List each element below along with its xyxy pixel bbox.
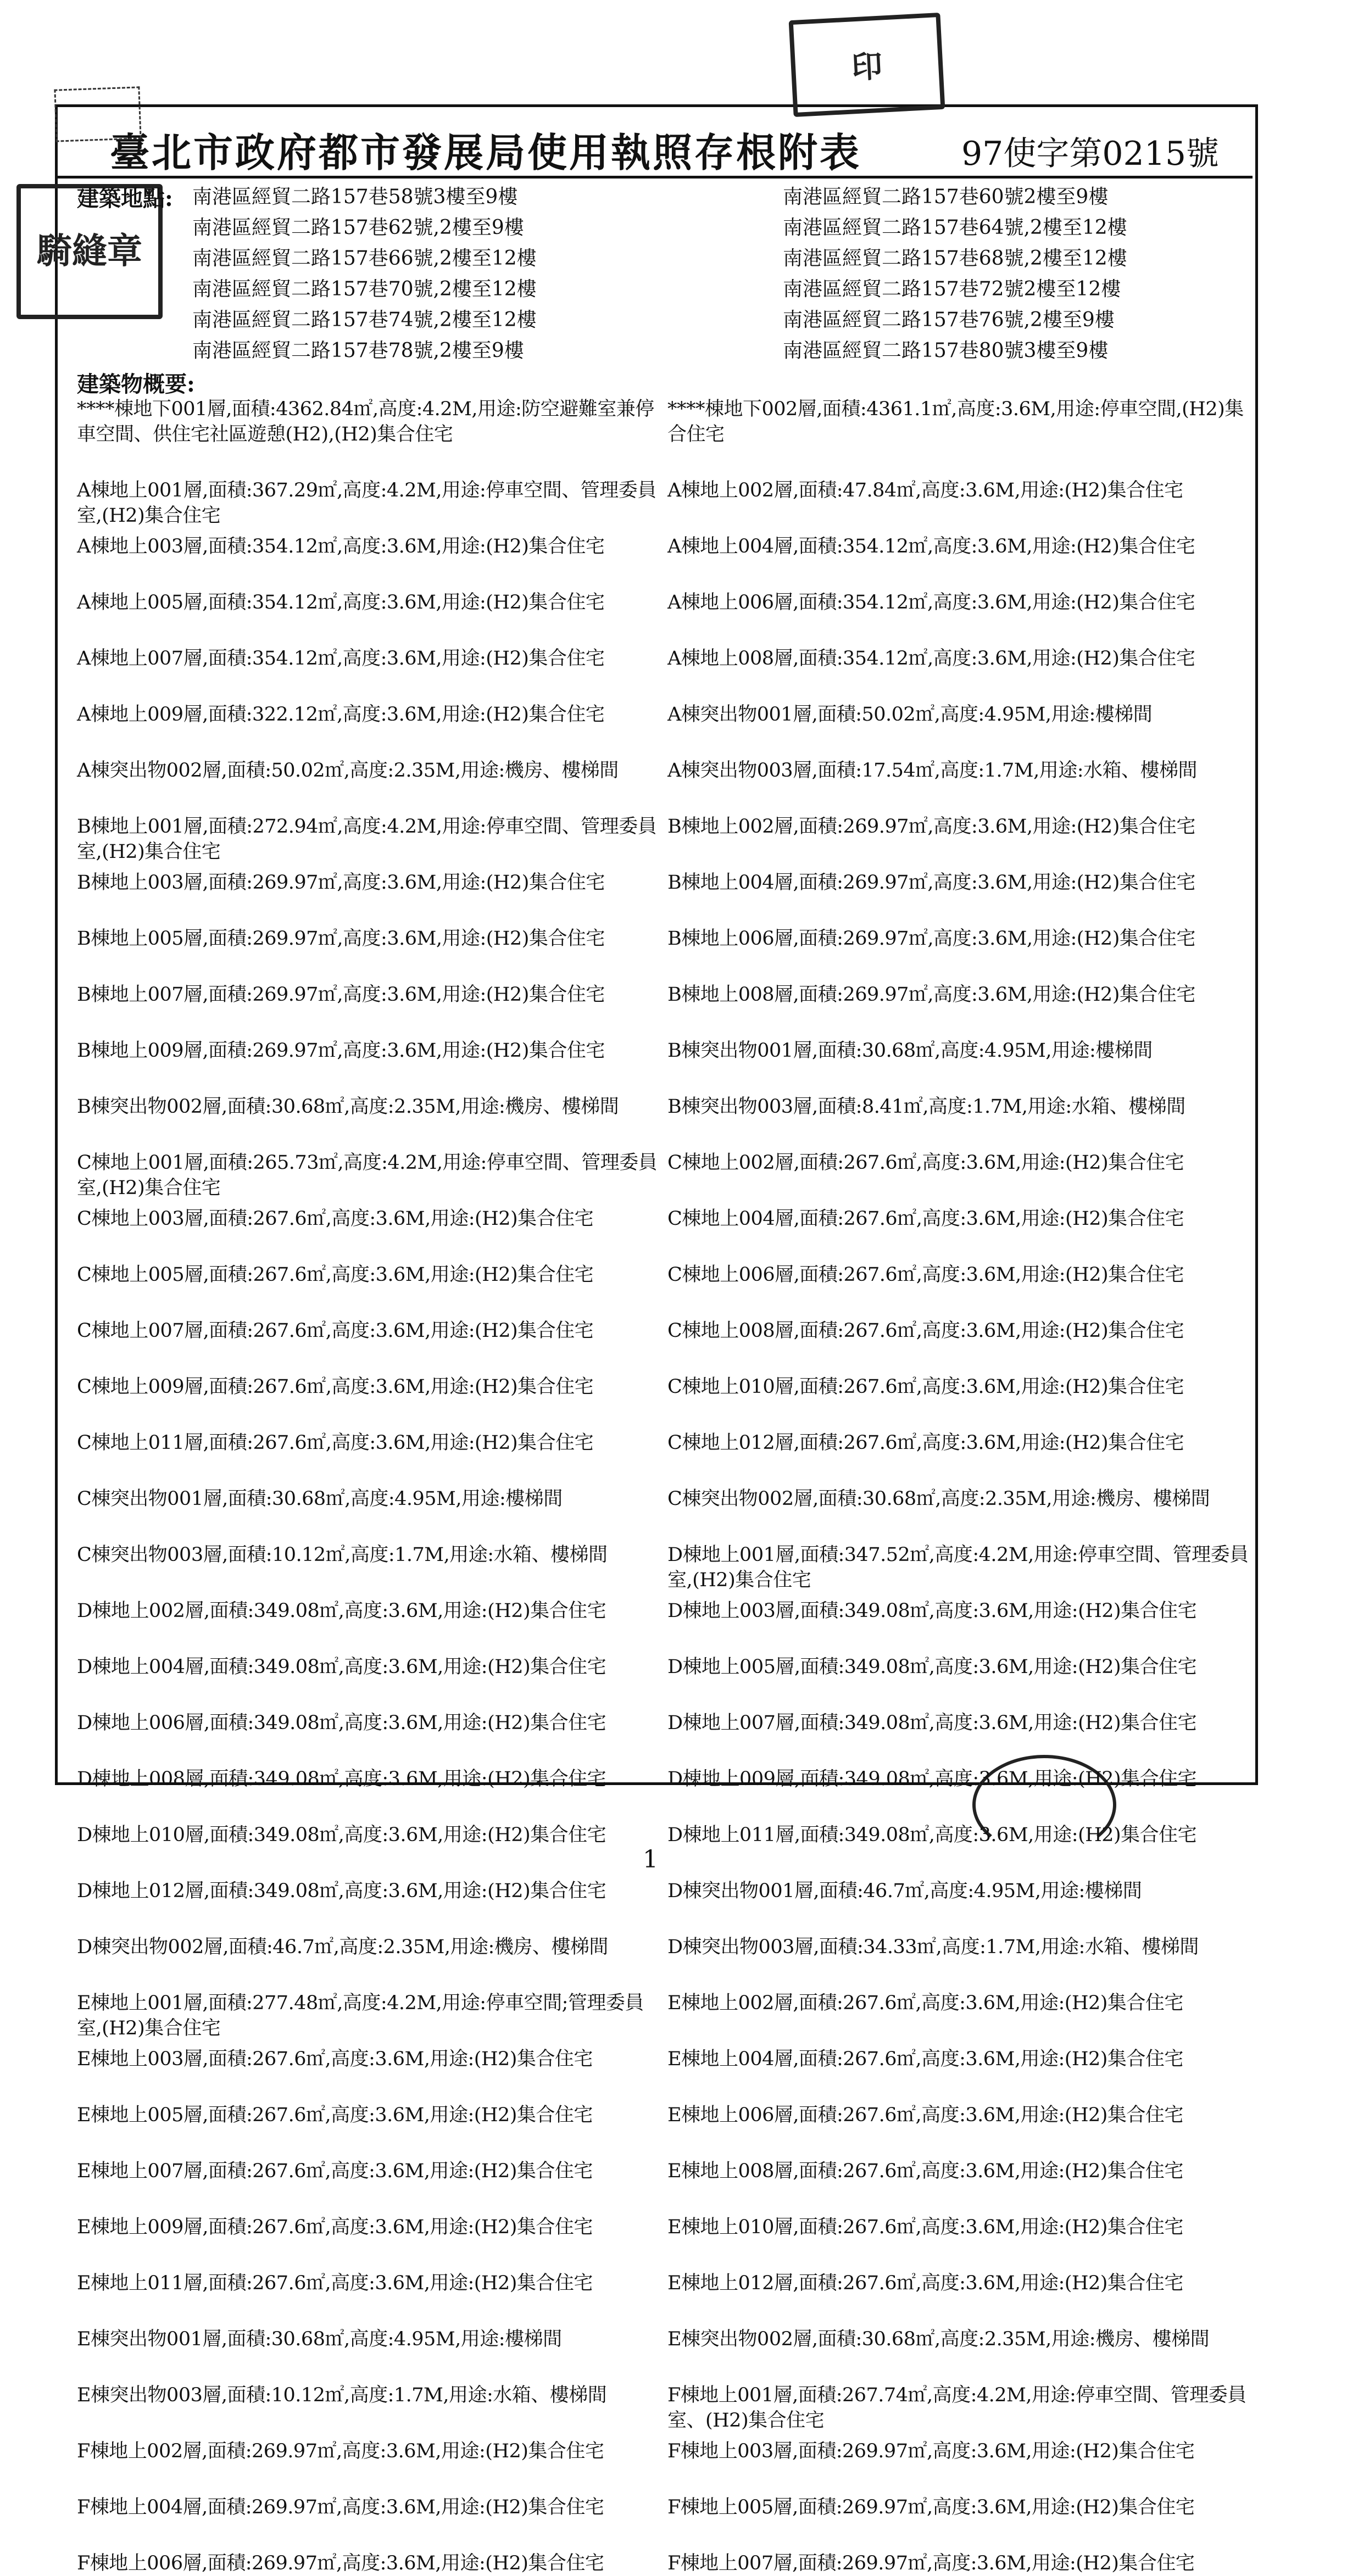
summary-entry: E棟突出物003層,面積:10.12㎡,高度:1.7M,用途:水箱、樓梯間 <box>77 2384 607 2406</box>
summary-entry: A棟地上005層,面積:354.12㎡,高度:3.6M,用途:(H2)集合住宅 <box>77 592 605 614</box>
summary-entry: C棟地上003層,面積:267.6㎡,高度:3.6M,用途:(H2)集合住宅 <box>77 1208 594 1230</box>
summary-entry: D棟突出物002層,面積:46.7㎡,高度:2.35M,用途:機房、樓梯間 <box>77 1936 608 1958</box>
summary-entry: C棟地上011層,面積:267.6㎡,高度:3.6M,用途:(H2)集合住宅 <box>77 1432 594 1454</box>
summary-entry: E棟地上009層,面積:267.6㎡,高度:3.6M,用途:(H2)集合住宅 <box>77 2216 593 2238</box>
summary-entry: A棟地上004層,面積:354.12㎡,高度:3.6M,用途:(H2)集合住宅 <box>667 536 1195 557</box>
summary-entry: E棟地上003層,面積:267.6㎡,高度:3.6M,用途:(H2)集合住宅 <box>77 2048 593 2070</box>
summary-entry: A棟地上008層,面積:354.12㎡,高度:3.6M,用途:(H2)集合住宅 <box>667 648 1195 670</box>
summary-entry: B棟地上008層,面積:269.97㎡,高度:3.6M,用途:(H2)集合住宅 <box>667 984 1195 1006</box>
summary-entry: E棟地上002層,面積:267.6㎡,高度:3.6M,用途:(H2)集合住宅 <box>667 1992 1183 2014</box>
summary-entry: B棟地上006層,面積:269.97㎡,高度:3.6M,用途:(H2)集合住宅 <box>667 928 1195 950</box>
summary-entry: D棟地上003層,面積:349.08㎡,高度:3.6M,用途:(H2)集合住宅 <box>667 1600 1197 1622</box>
location-address: 南港區經貿二路157巷76號,2樓至9樓 <box>783 309 1115 331</box>
summary-entry: D棟突出物001層,面積:46.7㎡,高度:4.95M,用途:樓梯間 <box>667 1880 1142 1902</box>
summary-entry: ****棟地下001層,面積:4362.84㎡,高度:4.2M,用途:防空避難室兼停車空間、供住宅社區遊憩(H2),(H2)集合住宅 <box>77 398 654 445</box>
summary-entry: B棟地上003層,面積:269.97㎡,高度:3.6M,用途:(H2)集合住宅 <box>77 872 605 894</box>
summary-entry: A棟地上003層,面積:354.12㎡,高度:3.6M,用途:(H2)集合住宅 <box>77 536 605 557</box>
summary-entry: D棟地上004層,面積:349.08㎡,高度:3.6M,用途:(H2)集合住宅 <box>77 1656 606 1678</box>
summary-entry: C棟突出物001層,面積:30.68㎡,高度:4.95M,用途:樓梯間 <box>77 1488 563 1510</box>
summary-entry: D棟地上002層,面積:349.08㎡,高度:3.6M,用途:(H2)集合住宅 <box>77 1600 606 1622</box>
tape-mark <box>54 86 141 142</box>
summary-entry: C棟地上008層,面積:267.6㎡,高度:3.6M,用途:(H2)集合住宅 <box>667 1320 1184 1342</box>
summary-entry: D棟地上009層,面積:349.08㎡,高度:3.6M,用途:(H2)集合住宅 <box>667 1768 1197 1790</box>
summary-entry: A棟地上007層,面積:354.12㎡,高度:3.6M,用途:(H2)集合住宅 <box>77 648 605 670</box>
summary-entry: E棟地上011層,面積:267.6㎡,高度:3.6M,用途:(H2)集合住宅 <box>77 2272 593 2294</box>
summary-entry: B棟突出物001層,面積:30.68㎡,高度:4.95M,用途:樓梯間 <box>667 1040 1153 1062</box>
summary-entry: C棟地上006層,面積:267.6㎡,高度:3.6M,用途:(H2)集合住宅 <box>667 1264 1184 1286</box>
summary-entry: F棟地上001層,面積:267.74㎡,高度:4.2M,用途:停車空間、管理委員室、(H2)集合住宅 <box>667 2384 1246 2432</box>
summary-entry: A棟突出物002層,面積:50.02㎡,高度:2.35M,用途:機房、樓梯間 <box>77 760 619 782</box>
summary-entry: E棟地上005層,面積:267.6㎡,高度:3.6M,用途:(H2)集合住宅 <box>77 2104 593 2126</box>
location-address: 南港區經貿二路157巷58號3樓至9樓 <box>192 186 518 208</box>
summary-entry: A棟突出物001層,面積:50.02㎡,高度:4.95M,用途:樓梯間 <box>667 704 1153 726</box>
summary-entry: C棟地上007層,面積:267.6㎡,高度:3.6M,用途:(H2)集合住宅 <box>77 1320 594 1342</box>
summary-entry: E棟地上012層,面積:267.6㎡,高度:3.6M,用途:(H2)集合住宅 <box>667 2272 1183 2294</box>
summary-entry: D棟地上007層,面積:349.08㎡,高度:3.6M,用途:(H2)集合住宅 <box>667 1712 1197 1734</box>
location-address: 南港區經貿二路157巷62號,2樓至9樓 <box>192 216 524 239</box>
summary-entry: B棟地上004層,面積:269.97㎡,高度:3.6M,用途:(H2)集合住宅 <box>667 872 1195 894</box>
summary-entry: F棟地上003層,面積:269.97㎡,高度:3.6M,用途:(H2)集合住宅 <box>667 2440 1195 2462</box>
summary-entry: C棟地上005層,面積:267.6㎡,高度:3.6M,用途:(H2)集合住宅 <box>77 1264 594 1286</box>
summary-entry: F棟地上004層,面積:269.97㎡,高度:3.6M,用途:(H2)集合住宅 <box>77 2496 604 2518</box>
summary-entry: C棟地上010層,面積:267.6㎡,高度:3.6M,用途:(H2)集合住宅 <box>667 1376 1184 1398</box>
summary-entry: C棟地上009層,面積:267.6㎡,高度:3.6M,用途:(H2)集合住宅 <box>77 1376 594 1398</box>
location-address: 南港區經貿二路157巷72號2樓至12樓 <box>783 278 1121 300</box>
summary-entry: E棟地上006層,面積:267.6㎡,高度:3.6M,用途:(H2)集合住宅 <box>667 2104 1183 2126</box>
summary-entry: E棟突出物002層,面積:30.68㎡,高度:2.35M,用途:機房、樓梯間 <box>667 2328 1210 2350</box>
summary-entry: D棟突出物003層,面積:34.33㎡,高度:1.7M,用途:水箱、樓梯間 <box>667 1936 1199 1958</box>
summary-entry: D棟地上010層,面積:349.08㎡,高度:3.6M,用途:(H2)集合住宅 <box>77 1824 606 1846</box>
summary-entry: ****棟地下002層,面積:4361.1㎡,高度:3.6M,用途:停車空間,(H2)集合住宅 <box>667 398 1244 445</box>
page-title: 臺北市政府都市發展局使用執照存根附表 <box>110 129 862 176</box>
summary-entry: B棟突出物002層,面積:30.68㎡,高度:2.35M,用途:機房、樓梯間 <box>77 1096 619 1118</box>
permit-number: 97使字第0215號 <box>961 135 1220 173</box>
summary-label: 建築物概要: <box>77 371 195 397</box>
summary-entry: B棟地上002層,面積:269.97㎡,高度:3.6M,用途:(H2)集合住宅 <box>667 816 1195 838</box>
location-label: 建築地點: <box>77 186 173 211</box>
summary-entry: E棟地上004層,面積:267.6㎡,高度:3.6M,用途:(H2)集合住宅 <box>667 2048 1183 2070</box>
seal-stamp-top: 印 <box>789 13 945 117</box>
location-address: 南港區經貿二路157巷64號,2樓至12樓 <box>783 216 1127 239</box>
summary-entry: F棟地上002層,面積:269.97㎡,高度:3.6M,用途:(H2)集合住宅 <box>77 2440 604 2462</box>
summary-entry: E棟地上007層,面積:267.6㎡,高度:3.6M,用途:(H2)集合住宅 <box>77 2160 593 2182</box>
summary-entry: A棟地上006層,面積:354.12㎡,高度:3.6M,用途:(H2)集合住宅 <box>667 592 1195 614</box>
summary-entry: E棟突出物001層,面積:30.68㎡,高度:4.95M,用途:樓梯間 <box>77 2328 562 2350</box>
location-address: 南港區經貿二路157巷60號2樓至9樓 <box>783 186 1109 208</box>
summary-entry: A棟地上002層,面積:47.84㎡,高度:3.6M,用途:(H2)集合住宅 <box>667 479 1183 501</box>
summary-entry: A棟突出物003層,面積:17.54㎡,高度:1.7M,用途:水箱、樓梯間 <box>667 760 1198 782</box>
summary-entry: C棟地上002層,面積:267.6㎡,高度:3.6M,用途:(H2)集合住宅 <box>667 1152 1184 1174</box>
summary-entry: D棟地上008層,面積:349.08㎡,高度:3.6M,用途:(H2)集合住宅 <box>77 1768 606 1790</box>
summary-entry: C棟突出物003層,面積:10.12㎡,高度:1.7M,用途:水箱、樓梯間 <box>77 1544 608 1566</box>
summary-entry: D棟地上005層,面積:349.08㎡,高度:3.6M,用途:(H2)集合住宅 <box>667 1656 1197 1678</box>
summary-entry: C棟突出物002層,面積:30.68㎡,高度:2.35M,用途:機房、樓梯間 <box>667 1488 1210 1510</box>
seal-stamp-left: 騎縫章 <box>16 184 163 319</box>
summary-entry: F棟地上005層,面積:269.97㎡,高度:3.6M,用途:(H2)集合住宅 <box>667 2496 1195 2518</box>
summary-entry: B棟地上001層,面積:272.94㎡,高度:4.2M,用途:停車空間、管理委員室,(H2)集合住宅 <box>77 816 657 863</box>
location-address: 南港區經貿二路157巷70號,2樓至12樓 <box>192 278 537 300</box>
location-address: 南港區經貿二路157巷68號,2樓至12樓 <box>783 247 1127 270</box>
summary-entry: D棟地上011層,面積:349.08㎡,高度:3.6M,用途:(H2)集合住宅 <box>667 1824 1197 1846</box>
summary-entry: D棟地上012層,面積:349.08㎡,高度:3.6M,用途:(H2)集合住宅 <box>77 1880 606 1902</box>
summary-entry: F棟地上007層,面積:269.97㎡,高度:3.6M,用途:(H2)集合住宅 <box>667 2552 1195 2574</box>
summary-entry: C棟地上004層,面積:267.6㎡,高度:3.6M,用途:(H2)集合住宅 <box>667 1208 1184 1230</box>
location-address: 南港區經貿二路157巷66號,2樓至12樓 <box>192 247 537 270</box>
summary-entry: D棟地上006層,面積:349.08㎡,高度:3.6M,用途:(H2)集合住宅 <box>77 1712 606 1734</box>
summary-entry: D棟地上001層,面積:347.52㎡,高度:4.2M,用途:停車空間、管理委員室,(H2)集合住宅 <box>667 1544 1249 1591</box>
summary-entry: B棟突出物003層,面積:8.41㎡,高度:1.7M,用途:水箱、樓梯間 <box>667 1096 1186 1118</box>
summary-entry: E棟地上010層,面積:267.6㎡,高度:3.6M,用途:(H2)集合住宅 <box>667 2216 1183 2238</box>
summary-entry: E棟地上008層,面積:267.6㎡,高度:3.6M,用途:(H2)集合住宅 <box>667 2160 1183 2182</box>
title-row <box>55 104 1253 179</box>
location-address: 南港區經貿二路157巷80號3樓至9樓 <box>783 339 1109 362</box>
summary-entry: C棟地上012層,面積:267.6㎡,高度:3.6M,用途:(H2)集合住宅 <box>667 1432 1184 1454</box>
summary-entry: E棟地上001層,面積:277.48㎡,高度:4.2M,用途:停車空間;管理委員室,(H2)集合住宅 <box>77 1992 644 2039</box>
summary-entry: B棟地上009層,面積:269.97㎡,高度:3.6M,用途:(H2)集合住宅 <box>77 1040 605 1062</box>
location-address: 南港區經貿二路157巷74號,2樓至12樓 <box>192 309 537 331</box>
summary-entry: B棟地上007層,面積:269.97㎡,高度:3.6M,用途:(H2)集合住宅 <box>77 984 605 1006</box>
summary-entry: F棟地上006層,面積:269.97㎡,高度:3.6M,用途:(H2)集合住宅 <box>77 2552 604 2574</box>
summary-entry: A棟地上009層,面積:322.12㎡,高度:3.6M,用途:(H2)集合住宅 <box>77 704 605 726</box>
summary-entry: C棟地上001層,面積:265.73㎡,高度:4.2M,用途:停車空間、管理委員室,(H2)集合住宅 <box>77 1152 658 1199</box>
summary-entry: A棟地上001層,面積:367.29㎡,高度:4.2M,用途:停車空間、管理委員室,(H2)集合住宅 <box>77 479 656 527</box>
summary-entry: B棟地上005層,面積:269.97㎡,高度:3.6M,用途:(H2)集合住宅 <box>77 928 605 950</box>
location-address: 南港區經貿二路157巷78號,2樓至9樓 <box>192 339 524 362</box>
page-number: 1 <box>643 1845 658 1874</box>
